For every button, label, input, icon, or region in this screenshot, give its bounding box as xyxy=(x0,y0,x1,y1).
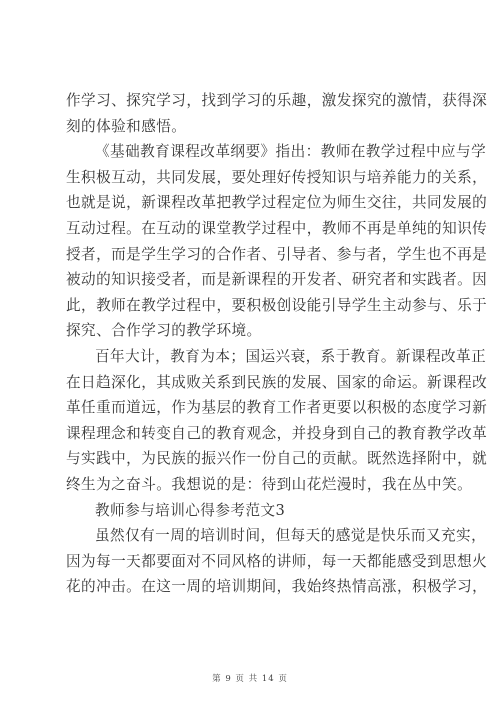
text-line: 花的冲击。在这一周的培训期间，我始终热情高涨，积极学习， xyxy=(66,578,488,596)
page-number-footer: 第 9 页 共 14 页 xyxy=(212,674,288,684)
text-line: 在日趋深化，其成败关系到民族的发展、国家的命运。新课程改 xyxy=(66,373,488,391)
paragraph-start: 虽然仅有一周的培训时间，但每天的感觉是快乐而又充实， xyxy=(95,527,487,545)
text-line: 也就是说，新课程改革把教学过程定位为师生交往，共同发展的 xyxy=(66,194,488,212)
text-line: 终生为之奋斗。我想说的是：待到山花烂漫时，我在丛中笑。 xyxy=(66,475,473,493)
text-line: 与实践中，为民族的振兴作一份自己的贡献。既然选择附中，就 xyxy=(66,450,488,468)
body-text xyxy=(66,88,488,600)
text-line: 课程理念和转变自己的教育观念，并投身到自己的教育教学改革 xyxy=(66,424,488,442)
text-line: 刻的体验和感悟。 xyxy=(66,117,187,135)
text-line: 革任重而道远，作为基层的教育工作者更要以积极的态度学习新 xyxy=(66,399,488,417)
text-line: 探究、合作学习的教学环境。 xyxy=(66,322,262,340)
section-heading: 教师参与培训心得参考范文3 xyxy=(95,501,286,519)
text-line: 被动的知识接受者，而是新课程的开发者、研究者和实践者。因 xyxy=(66,271,488,289)
text-line: 此，教师在教学过程中，要积极创设能引导学生主动参与、乐于 xyxy=(66,296,488,314)
text-line: 生积极互动，共同发展，要处理好传授知识与培养能力的关系， xyxy=(66,168,488,186)
text-line: 作学习、探究学习，找到学习的乐趣，激发探究的激情，获得深 xyxy=(66,92,488,109)
paragraph-start: 百年大计，教育为本；国运兴衰，系于教育。新课程改革正 xyxy=(95,347,487,365)
text-line: 授者，而是学生学习的合作者、引导者、参与者，学生也不再是 xyxy=(66,245,488,263)
text-line: 因为每一天都要面对不同风格的讲师，每一天都能感受到思想火 xyxy=(66,552,488,570)
paragraph-start: 《基础教育课程改革纲要》指出：教师在教学过程中应与学 xyxy=(95,143,487,161)
text-line: 互动过程。在互动的课堂教学过程中，教师不再是单纯的知识传 xyxy=(66,219,488,237)
